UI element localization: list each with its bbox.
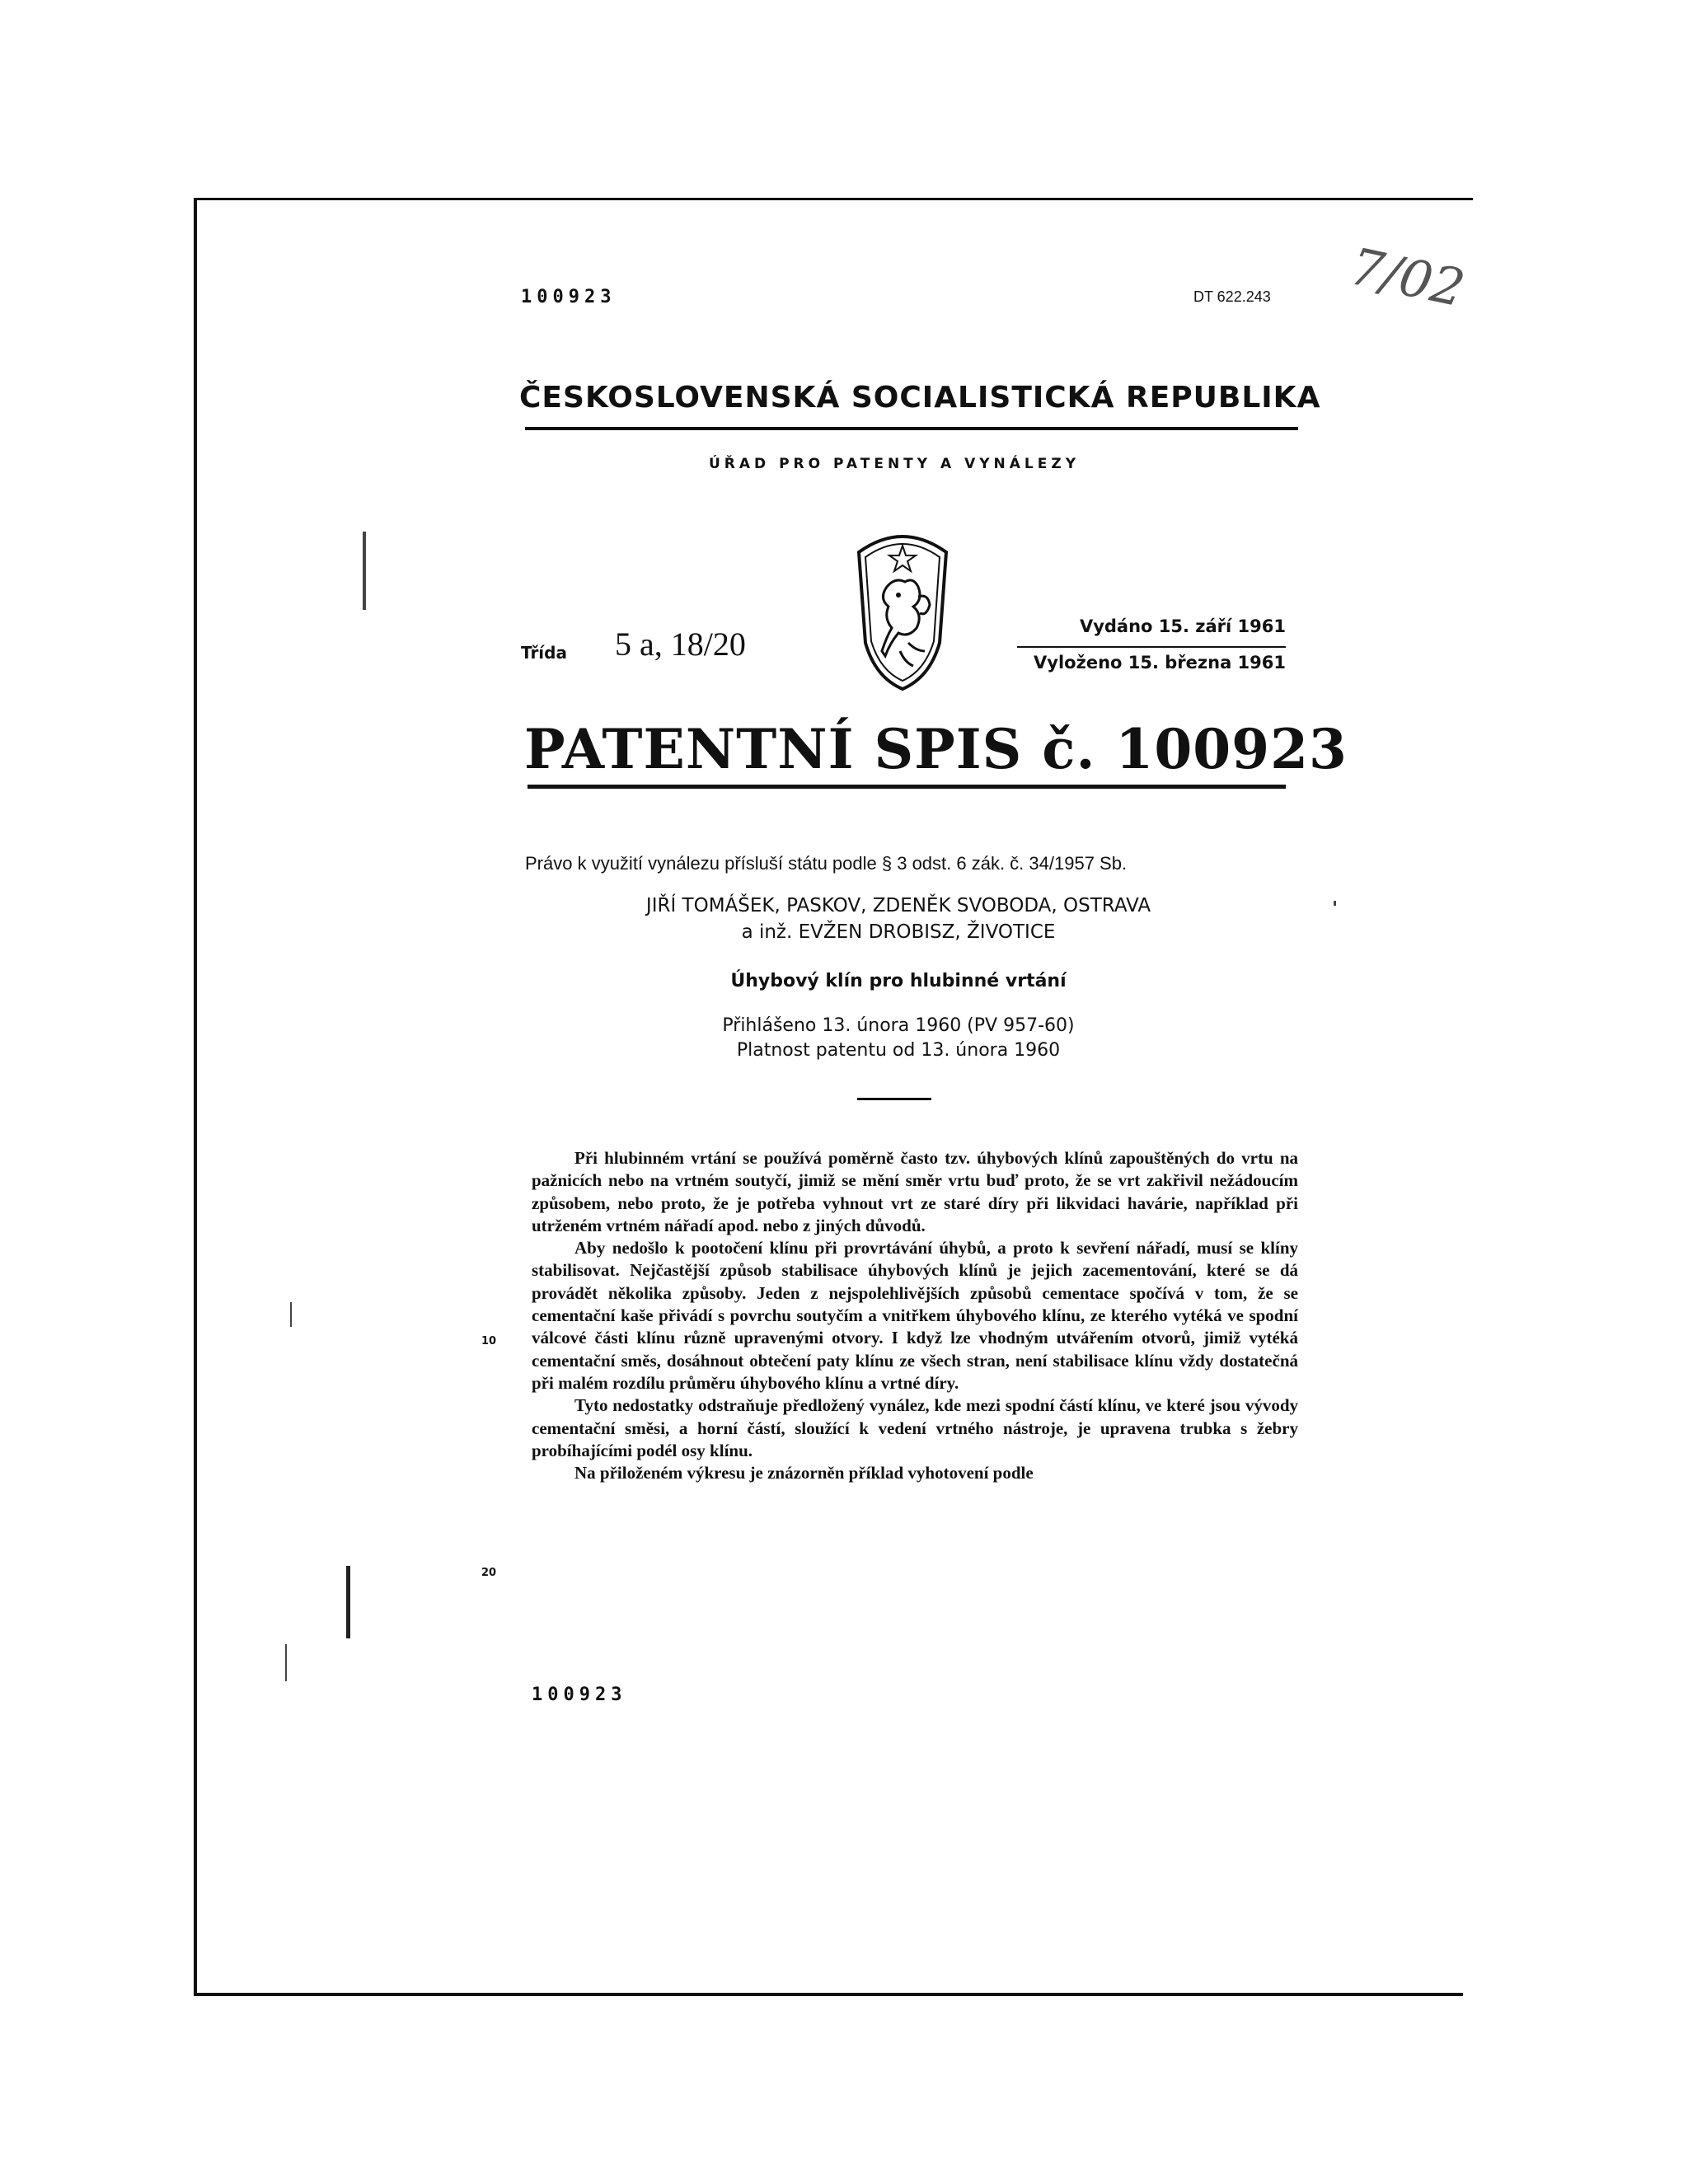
issued-date: Vydáno 15. září 1961	[1079, 616, 1286, 636]
rights-statement: Právo k využití vynálezu přísluší státu podle § 3 odst. 6 zák. č. 34/1957 Sb.	[525, 853, 1128, 874]
date-divider	[1017, 646, 1286, 648]
scan-mark	[285, 1644, 287, 1681]
handwritten-note: 7/02	[1344, 236, 1470, 319]
section-divider	[857, 1098, 931, 1100]
scan-mark	[290, 1302, 292, 1327]
dt-classification: DT 622.243	[1193, 288, 1271, 305]
description-body	[532, 1147, 1298, 1484]
scan-border-top	[194, 198, 1473, 200]
paragraph: Aby nedošlo k pootočení klínu při provrtávání úhybů, a proto k sevření nářadí, musí se klíny stabilisovat. Nejčastější způsob stabilisace úhybových klínů je jejich zacementování, které se dá provádět několika způsoby. Jeden z nejspolehlivějších způsobů cementace spočívá v tom, že se cementační kaše přivádí s povrchu soutyčím a vnitřkem úhybového klínu, ze kterého vytéká ve spodní válcové části klínu různě upravenými otvory. I když lze vhodným utvářením otvorů, jimiž vytéká cementační směs, dosáhnout obtečení paty klínu ze všech stran, není stabilisace klínu vždy dostatečná při malém rozdílu průměru úhybového klínu a vrtné díry.	[532, 1238, 1298, 1393]
title-underline	[528, 785, 1286, 789]
paragraph: Při hlubinném vrtání se používá poměrně často tzv. úhybových klínů zapouštěných do vrtu na pažnicích nebo na vrtném soutyčí, jimiž se mění směr vrtu buď proto, že se vrt zakřivil nežádoucím způsobem, nebo proto, že je potřeba vyhnout vrt ze staré díry při likvidaci havárie, například při utrženém vrtném nářadí apod. nebo z jiných důvodů.	[532, 1148, 1298, 1235]
inventors-line-1: JIŘÍ TOMÁŠEK, PASKOV, ZDENĚK SVOBODA, OSTRAVA	[645, 895, 1151, 916]
document-number: 100923	[521, 287, 617, 307]
laid-open-date: Vyloženo 15. března 1961	[1034, 653, 1286, 673]
invention-title: Úhybový klín pro hlubinné vrtání	[730, 971, 1067, 991]
class-value: 5 a, 18/20	[615, 626, 746, 663]
line-number-10: 10	[481, 1335, 497, 1347]
scan-mark	[346, 1566, 350, 1638]
line-number-20: 20	[481, 1567, 497, 1579]
class-label: Třída	[521, 643, 567, 663]
paragraph: Tyto nedostatky odstraňuje předložený vynález, kde mezi spodní částí klínu, ve které jsou vývody cementační směsi, a horní částí, sloužící k vedení vrtného nástroje, je upravena trubka s žebry probíhajícími podél osy klínu.	[532, 1395, 1298, 1460]
scan-border-bottom	[194, 1993, 1463, 1996]
validity-date: Platnost patentu od 13. února 1960	[736, 1040, 1061, 1061]
scan-mark	[1334, 901, 1336, 906]
patent-title: PATENTNÍ SPIS č. 100923	[524, 717, 1348, 781]
country-underline	[525, 427, 1298, 430]
filing-date: Přihlášeno 13. února 1960 (PV 957-60)	[722, 1015, 1075, 1036]
footer-document-number: 100923	[532, 1685, 627, 1705]
state-emblem-icon	[854, 527, 951, 692]
inventors-line-2: a inž. EVŽEN DROBISZ, ŽIVOTICE	[741, 921, 1056, 943]
patent-office: ÚŘAD PRO PATENTY A VYNÁLEZY	[709, 456, 1081, 472]
scan-mark	[363, 532, 366, 610]
country-heading: ČESKOSLOVENSKÁ SOCIALISTICKÁ REPUBLIKA	[519, 381, 1321, 415]
scan-border-left	[194, 198, 197, 1996]
paragraph: Na přiloženém výkresu je znázorněn příklad vyhotovení podle	[574, 1463, 1034, 1483]
